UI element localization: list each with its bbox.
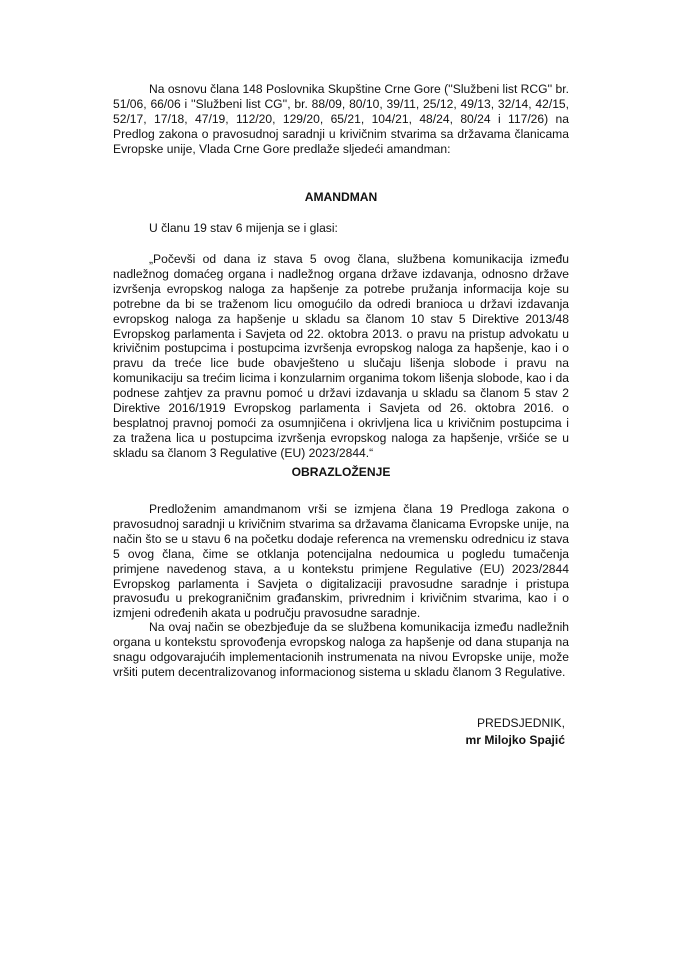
amendment-heading: AMANDMAN	[304, 190, 378, 204]
explanation-heading: OBRAZLOŽENJE	[291, 465, 391, 479]
amendment-intro: U članu 19 stav 6 mijenja se i glasi:	[149, 221, 338, 235]
preamble-paragraph: Na osnovu člana 148 Poslovnika Skupštine Crne Gore (''Službeni list RCG'' br. 51/06, 66/06 i ''Službeni list CG'', br. 88/09, 80/10, 39/11, 25/12, 49/13, 32/14, 42/15, 52/17, 17/18, 47/19, 112/20, 129/20, 65/21, 104/21, 48/24, 80/24 i 117/26) na Predlog zakona o pravosudnoj saradnji u krivičnim stvarima sa državama članicama Evropske unije, Vlada Crne Gore predlaže sljedeći amandman:	[113, 82, 569, 156]
signature-title: PREDSJEDNIK,	[476, 716, 565, 730]
signature-name: mr Milojko Spajić	[465, 733, 565, 747]
amendment-text: „Počevši od dana iz stava 5 ovog člana, službena komunikacija između nadležnog domaćeg organa i nadležnog organa države izdavanja, odnosno države izvršenja evropskog naloga za hapšenje za potrebe pružanja informacija koje su potrebne da bi se traženom licu omogućilo da odredi branioca u državi izdavanja evropskog naloga za hapšenje u skladu sa članom 10 stav 5 Direktive 2013/48 Evropskog parlamenta i Savjeta od 22. oktobra 2013. o pravu na pristup advokatu u krivičnim postupcima i postupcima izvršenja evropskog naloga za hapšenje, kao i o pravu da treće lice bude obavješteno u slučaju lišenja slobode i pravu na komunikaciju sa trećim licima i konzularnim organima tokom lišenja slobode, kao i da podnese zahtjev za pravnu pomoć u državi izdavanja u skladu sa članom 5 stav 2 Direktive 2016/1919 Evropskog parlamenta i Savjeta od 26. oktobra 2016. o besplatnoj pravnoj pomoći za osumnjičena i okrivljena lica u krivičnim postupcima i za tražena lica u postupcima izvršenja evropskog naloga za hapšenje, vršiće se u skladu sa članom 3 Regulative (EU) 2023/2844.“	[113, 252, 569, 460]
explanation-paragraph-1: Predloženim amandmanom vrši se izmjena člana 19 Predloga zakona o pravosudnoj saradnji u krivičnim stvarima sa državama članicama Evropske unije, na način što se u stavu 6 na početku dodaje referenca na vremensku odrednicu iz stava 5 ovog člana, čime se otklanja potencijalna nedoumica u pogledu tumačenja primjene navedenog stava, a u kontekstu primjene Regulative (EU) 2023/2844 Evropskog parlamenta i Savjeta o digitalizaciji pravosudne saradnje i pristupa pravosuđu u prekograničnim građanskim, privrednim i krivičnim stvarima, kao i o izmjeni određenih akata u području pravosudne saradnje.	[113, 502, 569, 621]
explanation-paragraph-2: Na ovaj način se obezbjeđuje da se službena komunikacija između nadležnih organa u kontekstu sprovođenja evropskog naloga za hapšenje od dana stupanja na snagu odgovarajućih implementacionih instrumenata na nivou Evropske unije, može vršiti putem decentralizovanog informacionog sistema u skladu članom 3 Regulative.	[113, 620, 569, 679]
